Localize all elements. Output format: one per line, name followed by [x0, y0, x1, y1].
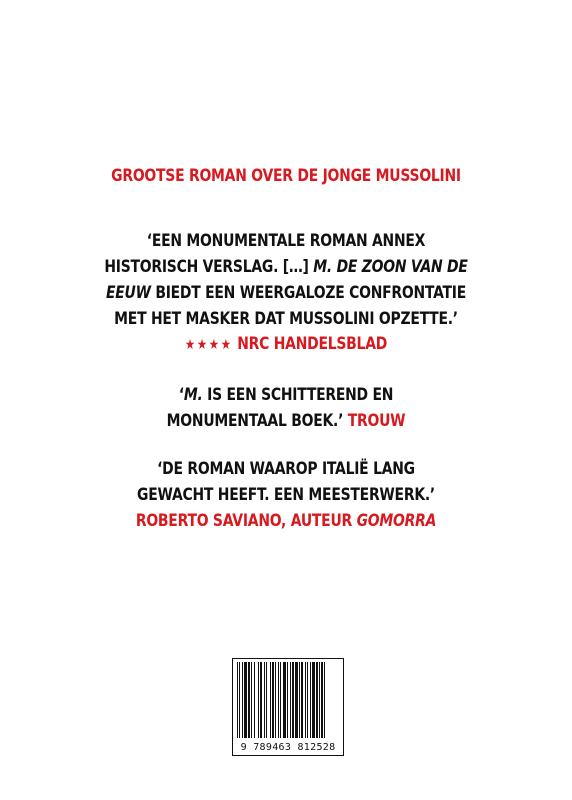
- barcode-bar: [248, 662, 250, 738]
- barcode-bar: [321, 662, 323, 738]
- quote3-line2: GEWACHT HEEFT. EEN MEESTERWERK.’: [137, 485, 435, 505]
- barcode-bar: [287, 662, 288, 738]
- quote2-title: M.: [183, 385, 203, 405]
- barcode-bar: [283, 662, 286, 738]
- barcode-bar: [244, 662, 247, 738]
- quote1-line1: ‘EEN MONUMENTALE ROMAN ANNEX: [146, 231, 426, 251]
- barcode-bar: [266, 662, 267, 738]
- quote1-line2-text: HISTORISCH VERSLAG. […]: [104, 257, 314, 277]
- barcode-bar: [258, 662, 259, 738]
- barcode-bar: [319, 662, 320, 738]
- barcode-bar: [316, 662, 318, 738]
- barcode-bar: [310, 662, 311, 738]
- quote1-source: NRC HANDELSBLAD: [237, 334, 388, 354]
- rating-stars: ★★★★: [184, 337, 233, 353]
- quote1-attribution: [51, 334, 520, 355]
- quote1-line3-text: BIEDT EEN WEERGALOZE CONFRONTATIE: [150, 283, 467, 303]
- quote1-line2: [51, 257, 520, 277]
- isbn-number: 9 789463 812528: [240, 742, 336, 753]
- quote3-source-title: GOMORRA: [356, 511, 437, 531]
- quote2-line2: [51, 411, 520, 431]
- quote2-source: TROUW: [347, 411, 406, 431]
- quote1-line4: MET HET MASKER DAT MUSSOLINI OPZETTE.’: [114, 309, 458, 329]
- barcode-bar: [272, 662, 274, 738]
- barcode-bar: [312, 662, 315, 738]
- barcode-bar: [290, 662, 291, 738]
- barcode-bar: [299, 662, 300, 738]
- barcode-bar: [264, 662, 265, 738]
- quote1-line3: [51, 283, 520, 303]
- quote2-line1-text: IS EEN SCHITTEREND EN: [202, 385, 394, 405]
- barcode-bar: [301, 662, 303, 738]
- quote2-line1: [51, 385, 520, 405]
- quote1-title: M. DE ZOON VAN DE: [313, 257, 468, 277]
- quote3-source: [51, 511, 520, 531]
- barcode-bar: [275, 662, 276, 738]
- barcode-bar: [270, 662, 271, 738]
- isbn-barcode: [232, 658, 344, 756]
- quote2-open-quote: ‘: [178, 385, 184, 405]
- barcode-bar: [292, 662, 294, 738]
- quote3-source-text: ROBERTO SAVIANO, AUTEUR: [135, 511, 357, 531]
- barcode-bars: [236, 662, 340, 740]
- barcode-bar: [242, 662, 243, 738]
- quote1-title-end: EEUW: [105, 283, 151, 303]
- barcode-bar: [260, 662, 262, 738]
- barcode-bar: [251, 662, 252, 738]
- barcode-bar: [305, 662, 306, 738]
- barcode-bar: [237, 662, 238, 738]
- tagline: GROOTSE ROMAN OVER DE JONGE MUSSOLINI: [111, 166, 461, 186]
- barcode-bar: [254, 662, 255, 738]
- quote3-line1: ‘DE ROMAN WAAROP ITALIË LANG: [157, 459, 415, 479]
- barcode-bar: [280, 662, 281, 738]
- barcode-bar: [239, 662, 240, 738]
- barcode-bar: [295, 662, 298, 738]
- barcode-bar: [307, 662, 308, 738]
- barcode-bar: [324, 662, 325, 738]
- barcode-bar: [278, 662, 279, 738]
- quote2-line2-text: MONUMENTAAL BOEK.’: [166, 411, 344, 431]
